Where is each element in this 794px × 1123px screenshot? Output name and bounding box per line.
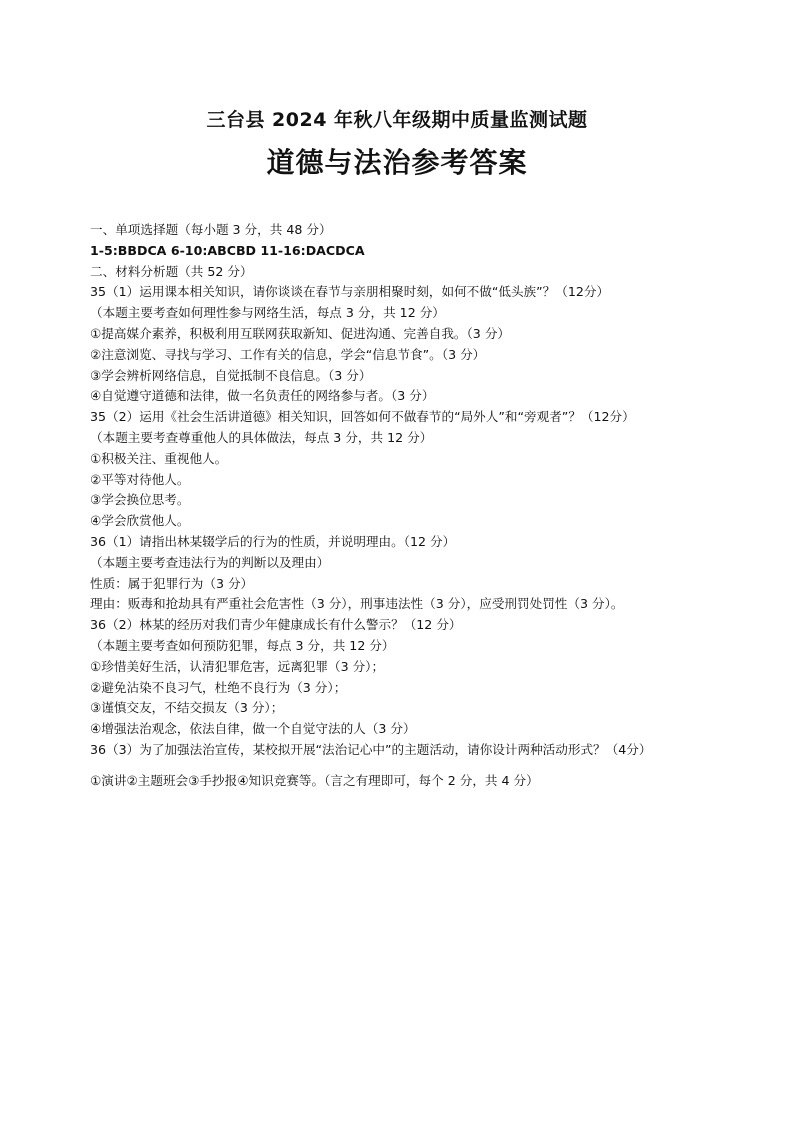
document-subtitle: 道德与法治参考答案 (266, 146, 528, 179)
answer-point: ①积极关注、重视他人。 (90, 450, 228, 466)
question-35-2: 35（2）运用《社会生活讲道德》相关知识，回答如何不做春节的“局外人”和“旁观者”？（12分） (90, 409, 635, 425)
scoring-note: （本题主要考查尊重他人的具体做法，每点 3 分，共 12 分） (90, 429, 433, 445)
section-heading-single-choice: 一、单项选择题（每小题 3 分，共 48 分） (90, 222, 332, 237)
question-35-1: 35（1）运用课本相关知识，请你谈谈在春节与亲朋相聚时刻，如何不做“低头族”？（12分） (90, 284, 610, 300)
document-title: 三台县 2024 年秋八年级期中质量监测试题 (206, 109, 588, 131)
answer-point: ④增强法治观念，依法自律，做一个自觉守法的人（3 分） (90, 721, 416, 737)
answer-point: ④自觉遵守道德和法律，做一名负责任的网络参与者。（3 分） (90, 388, 435, 404)
answer-point: ④学会欣赏他人。 (90, 513, 190, 529)
answer-point: ②避免沾染不良习气，杜绝不良行为（3 分）； (90, 679, 347, 695)
question-36-3: 36（3）为了加强法治宣传，某校拟开展“法治记心中”的主题活动，请你设计两种活动形式？（4分） (90, 741, 652, 757)
answer-point: ①演讲②主题班会③手抄报④知识竞赛等。（言之有理即可，每个 2 分，共 4 分） (90, 772, 539, 788)
choice-answers: 1-5:BBDCA 6-10:ABCBD 11-16:DACDCA (90, 242, 365, 258)
answer-point: ①珍惜美好生活，认清犯罪危害，远离犯罪（3 分）； (90, 658, 385, 674)
answer-point: ②平等对待他人。 (90, 471, 190, 487)
answer-point: 理由：贩毒和抢劫具有严重社会危害性（3 分），刑事违法性（3 分），应受刑罚处罚性（3 分）。 (90, 596, 624, 612)
scoring-note: （本题主要考查违法行为的判断以及理由） (90, 554, 330, 570)
answer-point: ③学会换位思考。 (90, 492, 190, 508)
answer-point: 性质：属于犯罪行为（3 分） (90, 575, 254, 591)
answer-content (90, 220, 700, 792)
answer-point: ③学会辨析网络信息，自觉抵制不良信息。（3 分） (90, 367, 372, 383)
section-heading-material-analysis: 二、材料分析题（共 52 分） (90, 263, 253, 279)
scoring-note: （本题主要考查如何理性参与网络生活，每点 3 分，共 12 分） (90, 305, 445, 321)
scoring-note: （本题主要考查如何预防犯罪，每点 3 分，共 12 分） (90, 637, 395, 653)
answer-point: ①提高媒介素养，积极利用互联网获取新知、促进沟通、完善自我。（3 分） (90, 325, 511, 341)
question-36-2: 36（2）林某的经历对我们青少年健康成长有什么警示？（12 分） (90, 617, 462, 633)
answer-point: ②注意浏览、寻找与学习、工作有关的信息，学会“信息节食”。（3 分） (90, 346, 486, 362)
answer-point: ③谨慎交友，不结交损友（3 分）； (90, 700, 284, 716)
question-36-1: 36（1）请指出林某辍学后的行为的性质，并说明理由。（12 分） (90, 533, 456, 549)
